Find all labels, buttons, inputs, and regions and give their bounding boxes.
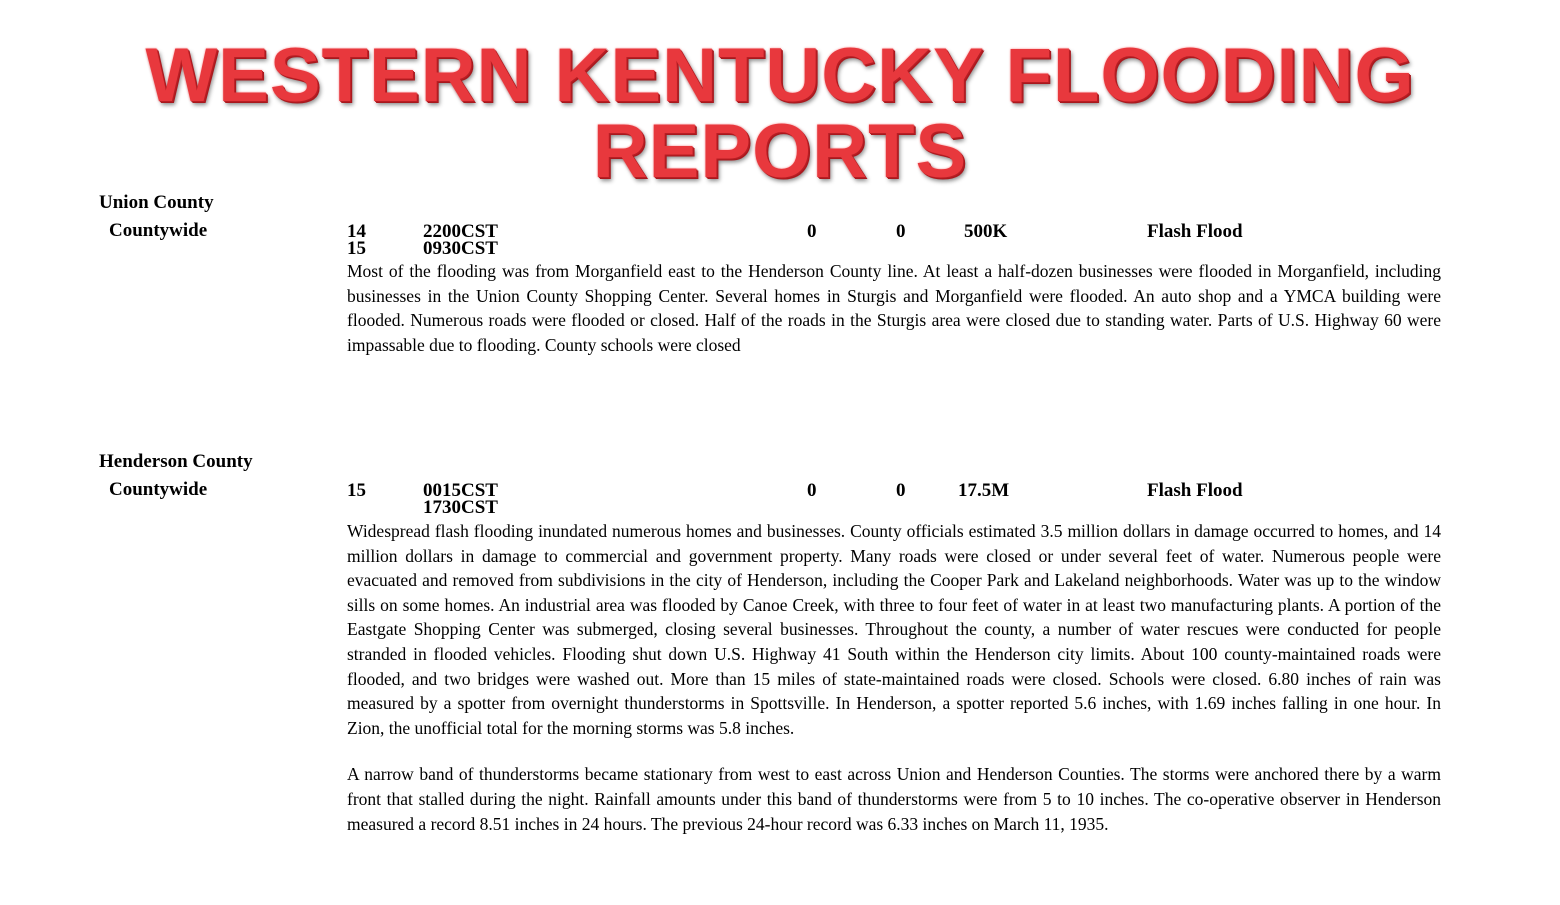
narrative-paragraph: A narrow band of thunderstorms became stationary from west to east across Union and Henderson Counties. The storms were anchored there by a warm front that stalled during the night. Rainfall amounts under this band of thunderstorms were from 5 to 10 inches. The co-operative observer in Henderson measured a record 8.51 inches in 24 hours. The previous 24-hour record was 6.33 inches on March 11, 1935. [347,764,1441,834]
deaths: 0 [807,221,817,242]
begin-time: 2200CST [423,221,498,242]
damage: 17.5M [958,480,1010,501]
damage: 500K [964,221,1008,242]
narrative-paragraph: Most of the flooding was from Morganfield east to the Henderson County line. At least a half-dozen businesses were flooded in Morganfield, including businesses in the Union County Shopping Center. Several homes in Sturgis and Morganfield were flooded. An auto shop and a YMCA building were flooded. Numerous roads were flooded or closed. Half of the roads in the Sturgis area were closed due to standing water. Parts of U.S. Highway 60 were impassable due to flooding. County schools were closed [347,261,1441,355]
end-time: 0930CST [423,238,498,259]
end-day: 15 [347,238,366,259]
narrative [347,519,1441,836]
county-name: Union County [99,192,214,213]
end-time: 1730CST [423,497,498,518]
narrative-paragraph: Widespread flash flooding inundated numerous homes and businesses. County officials estimated 3.5 million dollars in damage occurred to homes, and 14 million dollars in damage to commercial and government property. Many roads were closed or under several feet of water. Numerous people were evacuated and removed from subdivisions in the city of Henderson, including the Cooper Park and Lakeland neighborhoods. Water was up to the window sills on some homes. An industrial area was flooded by Canoe Creek, with three to four feet of water in at least two manufacturing plants. A portion of the Eastgate Shopping Center was submerged, closing several businesses. Throughout the county, a number of water rescues were conducted for people stranded in flooded vehicles. Flooding shut down U.S. Highway 41 South within the Henderson city limits. About 100 county-maintained roads were flooded, and two bridges were washed out. More than 15 miles of state-maintained roads were closed. Schools were closed. 6.80 inches of rain was measured by a spotter from overnight thunderstorms in Spottsville. In Henderson, a spotter reported 5.6 inches, with 1.69 inches falling in one hour. In Zion, the unofficial total for the morning storms was 5.8 inches. [347,521,1441,738]
begin-day: 15 [347,480,366,501]
injuries: 0 [896,480,906,501]
page-title: WESTERN KENTUCKY FLOODING REPORTS [145,33,1415,194]
county-name: Henderson County [99,451,253,472]
narrative [347,259,1441,357]
event-type: Flash Flood [1147,221,1243,242]
injuries: 0 [896,221,906,242]
location: Countywide [109,479,208,500]
begin-time: 0015CST [423,480,498,501]
deaths: 0 [807,480,817,501]
begin-day: 14 [347,221,366,242]
location: Countywide [109,220,208,241]
event-type: Flash Flood [1147,480,1243,501]
